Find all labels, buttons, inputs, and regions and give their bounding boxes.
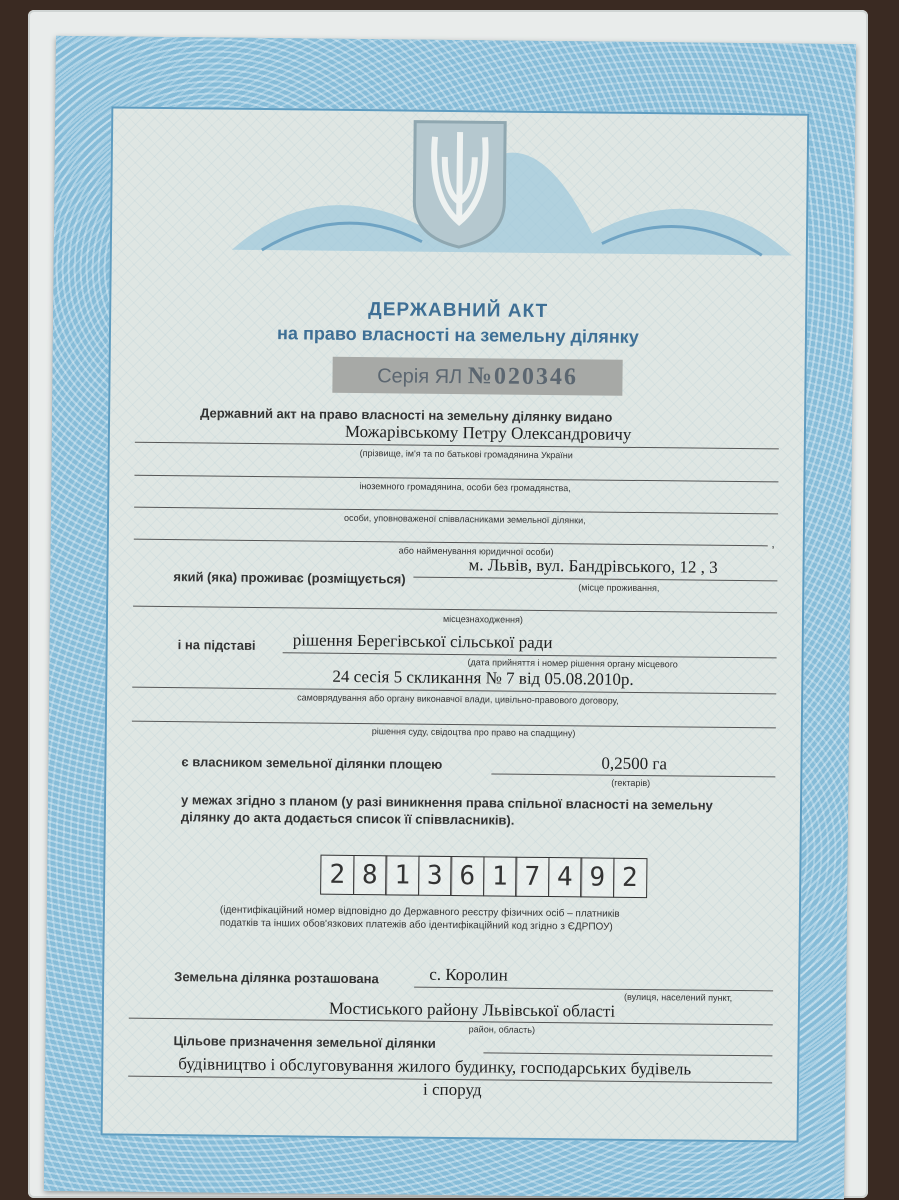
hint-foreigner: іноземного громадянина, особи без громадянства, (359, 481, 571, 494)
tax-id-digit: 2 (613, 858, 647, 898)
series-number: №020346 (467, 363, 579, 391)
tax-id-digit: 6 (450, 856, 484, 896)
purpose-line (483, 1052, 772, 1056)
hint-location: місцезнаходження) (442, 613, 523, 625)
state-act-document (44, 36, 856, 1199)
series-number-box (332, 357, 622, 396)
location-line (414, 987, 773, 992)
location-line (133, 606, 777, 614)
hint-name: (прізвище, ім'я та по батькові громадянина України (359, 448, 573, 461)
document-title: ДЕРЖАВНИЙ АКТ (368, 299, 549, 323)
tax-id-digit: 7 (515, 857, 549, 897)
id-hint-1: (ідентифікаційний номер відповідно до Державного реєстру фізичних осіб – платників (219, 904, 620, 920)
purpose-value-2: і споруд (422, 1079, 482, 1100)
hint-area: (гектарів) (611, 777, 651, 789)
owner-name: Можарівському Петру Олександровичу (344, 421, 632, 444)
location-value: с. Королин (429, 964, 508, 985)
address-line (413, 577, 777, 582)
hint-region: район, область) (468, 1024, 536, 1035)
area-line (491, 773, 775, 777)
hint-street: (вулиця, населений пункт, (623, 991, 733, 1003)
tax-id-digit: 3 (418, 856, 452, 896)
basis-value-2: 24 сесія 5 скликання № 7 від 05.08.2010р. (332, 666, 634, 689)
hint-legal: або найменування юридичної особи) (398, 545, 554, 558)
issued-to-label: Державний акт на право власності на земельну ділянку видано (200, 405, 613, 425)
area-value: 0,2500 га (601, 753, 668, 774)
hint-decision-3: рішення суду, свідоцтва про право на спадщину) (371, 726, 576, 739)
trident-emblem-icon (404, 112, 515, 253)
basis-label: і на підставі (177, 637, 256, 653)
hint-residence: (місце проживання, (578, 582, 660, 594)
bounds-text-1: у межах згідно з планом (у разі виникнення права спільної власності на земельну (180, 792, 713, 813)
bounds-text-2: ділянку до акта додається список її співвласників). (180, 809, 515, 828)
hint-person: особи, уповноваженої співвласниками земельної ділянки, (343, 512, 586, 526)
id-hint-2: податків та інших обов'язкових платежів або ідентифікаційний код згідно з ЄДРПОУ) (219, 917, 613, 933)
hint-decision-1: (дата прийняття і номер рішення органу місцевого (467, 657, 678, 670)
tax-id-digit: 2 (320, 855, 354, 895)
purpose-value-1: будівництво і обслуговування жилого будинку, господарських будівель (178, 1054, 692, 1079)
document-subtitle: на право власності на земельну ділянку (277, 323, 639, 347)
tax-id-digit: 1 (385, 855, 419, 895)
purpose-label: Цільове призначення земельної ділянки (173, 1033, 436, 1051)
comma-mark: , (771, 536, 775, 551)
location-label: Земельна ділянка розташована (174, 969, 379, 987)
tax-id-digit: 9 (580, 857, 614, 897)
location-value-2: Мостиського району Львівської області (328, 998, 616, 1021)
address-value: м. Львів, вул. Бандрівського, 12 , 3 (468, 555, 718, 577)
series-label: Серія ЯЛ (377, 365, 463, 389)
document-body (101, 106, 810, 1142)
tax-id-digit: 8 (353, 855, 387, 895)
ornament-band (172, 109, 748, 285)
tax-id-digit: 4 (548, 857, 582, 897)
hint-decision-2: самоврядування або органу виконавчої влади, цивільно-правового договору, (297, 692, 619, 706)
owner-area-label: є власником земельної ділянки площею (181, 754, 443, 772)
tax-id-digit: 1 (483, 856, 517, 896)
basis-value: рішення Берегівської сільської ради (292, 630, 553, 653)
tax-id-boxes (320, 855, 645, 898)
resides-label: який (яка) проживає (розміщується) (173, 569, 406, 587)
